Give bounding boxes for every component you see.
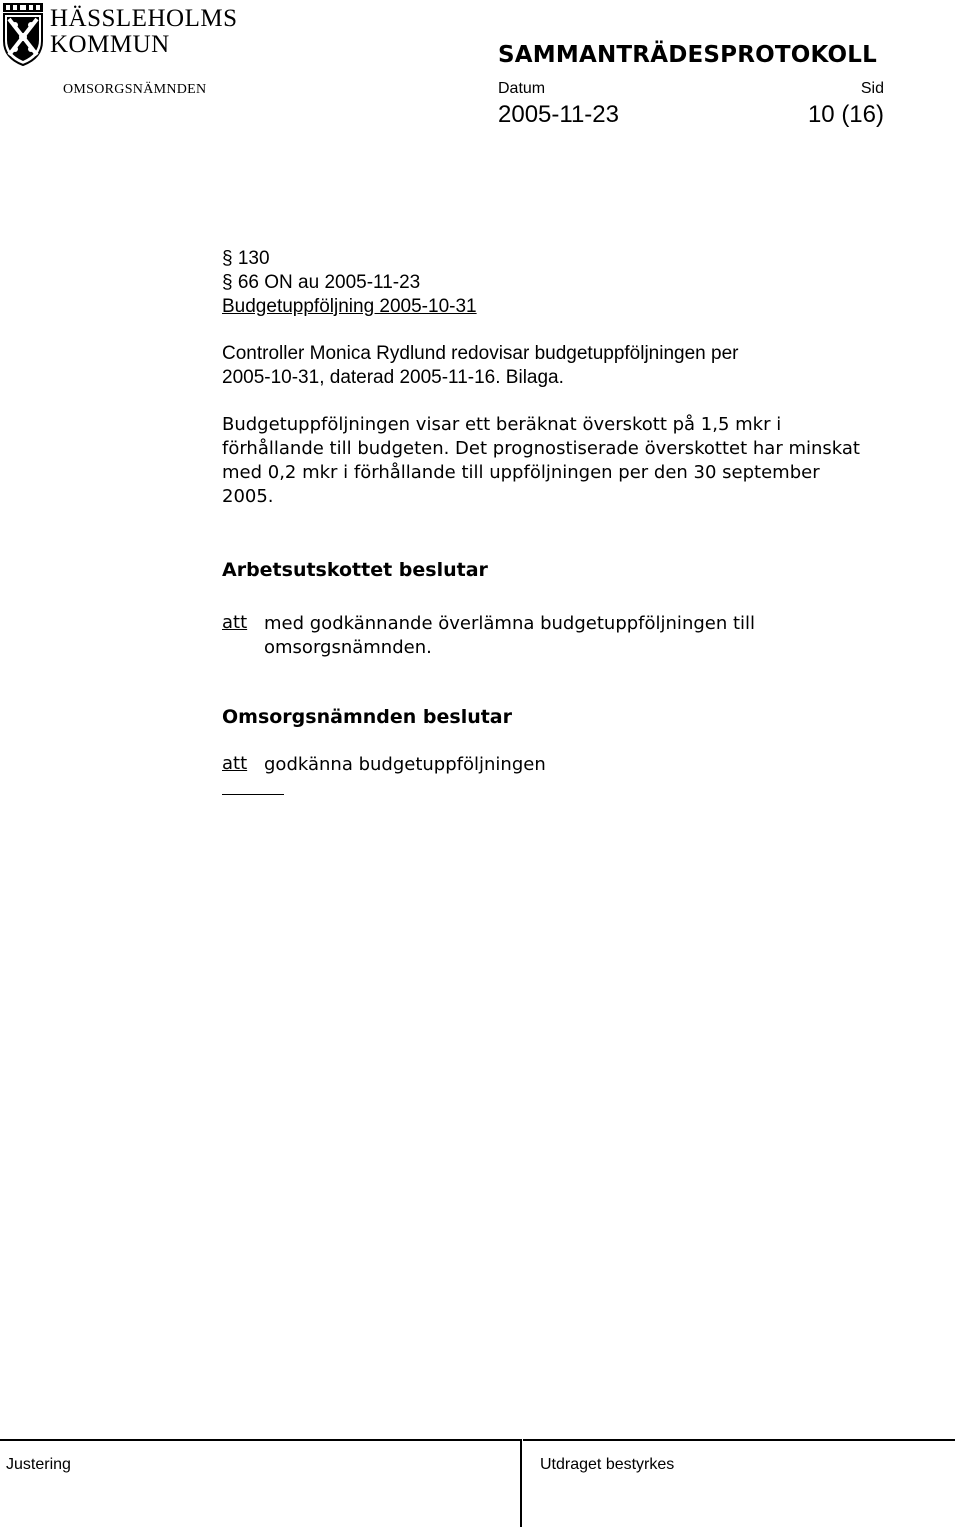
working-committee-heading: Arbetsutskottet beslutar	[222, 559, 488, 581]
document-type: SAMMANTRÄDESPROTOKOLL	[498, 42, 877, 68]
page-number: 10 (16)	[807, 101, 884, 128]
att-marker: att	[222, 612, 248, 633]
paragraph-line: med 0,2 mkr i förhållande till uppföljningen per den 30 september	[222, 462, 820, 483]
controller-paragraph	[222, 342, 738, 390]
section-reference: § 66 ON au 2005-11-23	[222, 272, 421, 293]
decision-line: omsorgsnämnden.	[264, 637, 432, 658]
committee-name: OMSORGSNÄMNDEN	[63, 82, 207, 97]
footer-divider	[520, 1439, 522, 1527]
municipality-line: KOMMUN	[50, 31, 170, 58]
att-marker: att	[222, 753, 248, 774]
working-committee-decision	[264, 612, 755, 660]
decision-line: med godkännande överlämna budgetuppföljningen till	[264, 613, 756, 634]
date-label: Datum	[498, 80, 546, 97]
section-number: § 130	[222, 248, 270, 269]
justering-label: Justering	[6, 1456, 71, 1473]
section-title: Budgetuppföljning 2005-10-31	[222, 296, 477, 317]
paragraph-line: förhållande till budgeten. Det prognostiserade överskottet har minskat	[222, 438, 860, 459]
paragraph-line: Controller Monica Rydlund redovisar budgetuppföljningen per	[222, 343, 739, 364]
paragraph-line: 2005-10-31, daterad 2005-11-16. Bilaga.	[222, 367, 564, 388]
footer-rule	[523, 1439, 955, 1441]
page-label: Sid	[860, 80, 884, 97]
footer-rule	[0, 1439, 521, 1441]
coat-of-arms-icon	[3, 3, 43, 66]
paragraph-line: Budgetuppföljningen visar ett beräknat överskott på 1,5 mkr i	[222, 414, 782, 435]
paragraph-line: 2005.	[222, 486, 274, 507]
meeting-date: 2005-11-23	[498, 101, 619, 128]
board-heading: Omsorgsnämnden beslutar	[222, 706, 513, 728]
section-end-rule	[222, 794, 284, 795]
municipality-line: HÄSSLEHOLMS	[50, 5, 238, 32]
board-decision	[264, 753, 546, 777]
budget-paragraph	[222, 413, 860, 509]
decision-line: godkänna budgetuppföljningen	[264, 754, 546, 775]
certified-extract-label: Utdraget bestyrkes	[540, 1456, 675, 1473]
municipality-name	[50, 6, 237, 58]
